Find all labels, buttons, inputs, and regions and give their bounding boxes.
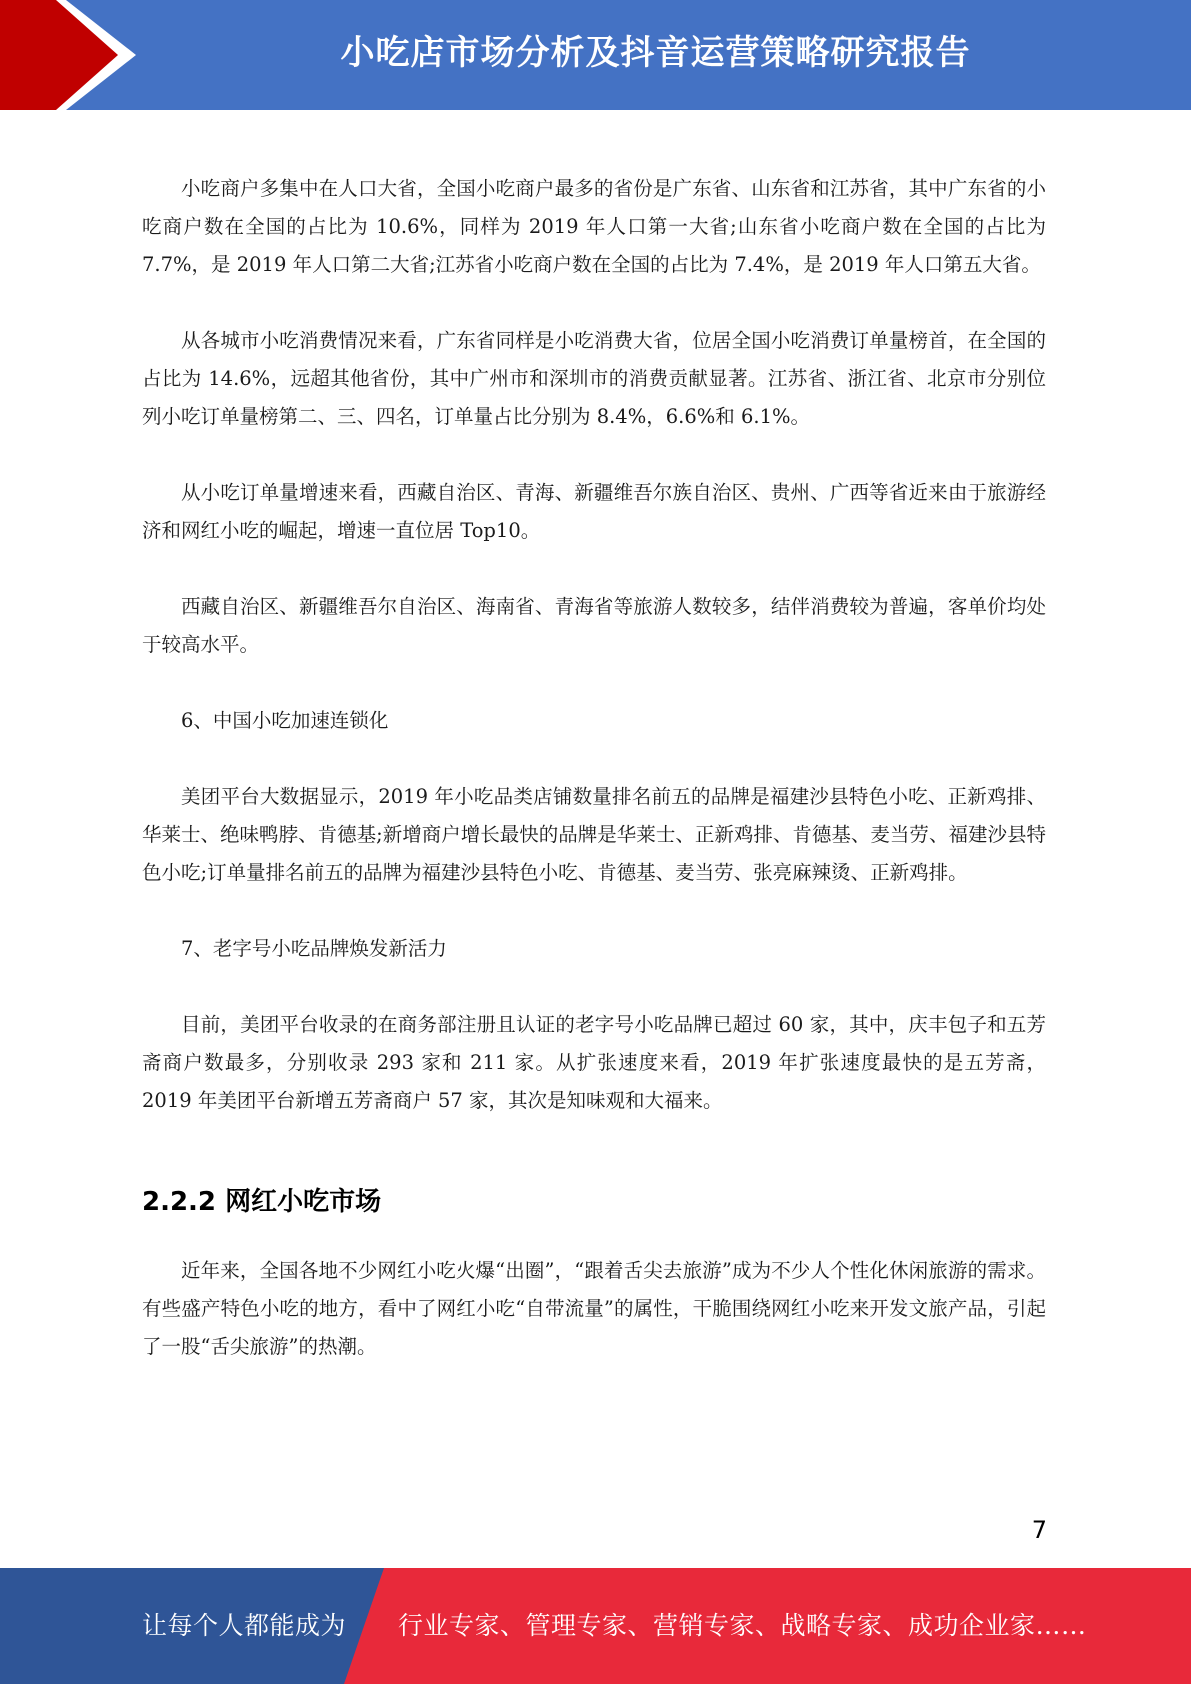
paragraph: 小吃商户多集中在人口大省，全国小吃商户最多的省份是广东省、山东省和江苏省，其中广东省的小吃商户数在全国的占比为 10.6%，同样为 2019 年人口第一大省;山东省小吃商户数在全国的占比为 7.7%，是 2019 年人口第二大省;江苏省小吃商户数在全国的占比为 7.4%，是 2019 年人口第五大省。 xyxy=(142,177,1046,276)
paragraph: 近年来，全国各地不少网红小吃火爆“出圈”，“跟着舌尖去旅游”成为不少人个性化休闲旅游的需求。有些盛产特色小吃的地方，看中了网红小吃“自带流量”的属性，干脆围绕网红小吃来开发文旅产品，引起了一股“舌尖旅游”的热潮。 xyxy=(142,1259,1046,1358)
paragraph: 目前，美团平台收录的在商务部注册且认证的老字号小吃品牌已超过 60 家，其中，庆丰包子和五芳斋商户数最多，分别收录 293 家和 211 家。从扩张速度来看，2019 年扩张速度最快的是五芳斋，2019 年美团平台新增五芳斋商户 57 家，其次是知味观和大福来。 xyxy=(142,1013,1046,1112)
numbered-item: 7、老字号小吃品牌焕发新活力 xyxy=(181,937,447,960)
header-chevron-decoration xyxy=(0,0,160,110)
document-body xyxy=(142,170,1046,1366)
page-footer xyxy=(0,1568,1191,1684)
paragraph: 从各城市小吃消费情况来看，广东省同样是小吃消费大省，位居全国小吃消费订单量榜首，在全国的占比为 14.6%，远超其他省份，其中广州市和深圳市的消费贡献显著。江苏省、浙江省、北京市分别位列小吃订单量榜第二、三、四名，订单量占比分别为 8.4%，6.6%和 6.1%。 xyxy=(142,329,1046,428)
page-number: 7 xyxy=(1031,1516,1047,1544)
section-heading: 2.2.2 网红小吃市场 xyxy=(142,1187,382,1217)
numbered-item: 6、中国小吃加速连锁化 xyxy=(181,709,389,732)
paragraph: 西藏自治区、新疆维吾尔自治区、海南省、青海省等旅游人数较多，结伴消费较为普遍，客单价均处于较高水平。 xyxy=(142,595,1046,656)
page-header xyxy=(0,0,1191,110)
paragraph: 美团平台大数据显示，2019 年小吃品类店铺数量排名前五的品牌是福建沙县特色小吃、正新鸡排、华莱士、绝味鸭脖、肯德基;新增商户增长最快的品牌是华莱士、正新鸡排、肯德基、麦当劳、福建沙县特色小吃;订单量排名前五的品牌为福建沙县特色小吃、肯德基、麦当劳、张亮麻辣烫、正新鸡排。 xyxy=(142,785,1046,884)
document-title: 小吃店市场分析及抖音运营策略研究报告 xyxy=(340,33,971,73)
footer-slogan-left: 让每个人都能成为 xyxy=(142,1611,347,1640)
footer-slogan-right: 行业专家、管理专家、营销专家、战略专家、成功企业家…… xyxy=(398,1611,1087,1640)
paragraph: 从小吃订单量增速来看，西藏自治区、青海、新疆维吾尔族自治区、贵州、广西等省近来由于旅游经济和网红小吃的崛起，增速一直位居 Top10。 xyxy=(142,481,1046,542)
